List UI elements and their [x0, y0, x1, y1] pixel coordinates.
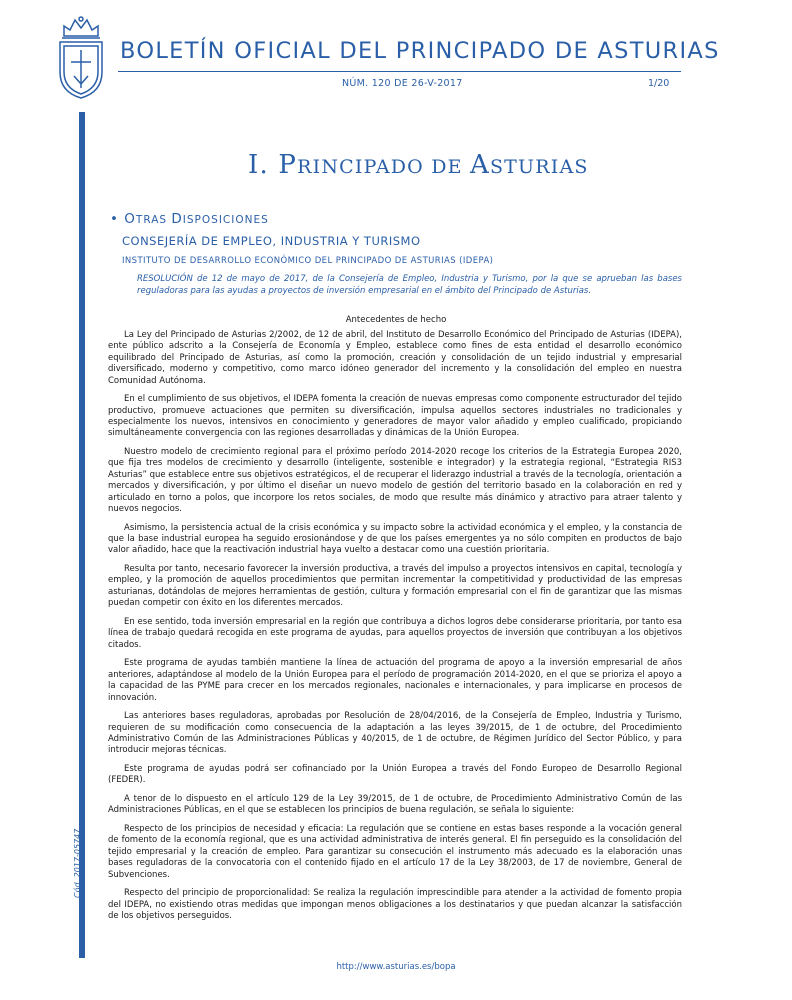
- paragraph: Este programa de ayudas también mantiene la línea de actuación del programa de apoyo a la inversión empresarial de años anteriores, adaptándose al modelo de la Unión Europea para el período de programación 2014-2020, en el que se prioriza el apoyo a la capacidad de las PYME para crecer en los mercados regionales, nacionales e internacionales, y para implicarse en procesos de innovación.: [108, 658, 682, 703]
- paragraph: Respecto de los principios de necesidad y eficacia: La regulación que se contiene en estas bases responde a la vocación general de fomento de la economía regional, que es una actividad administrativa de interés general. El fin perseguido es la consolidación del tejido empresarial y la creación de empleo. Para garantizar su consecución el instrumento más adecuado es la elaboración unas bases reguladoras de la convocatoria con el contenido fijado en el artículo 17 de la Ley 38/2003, de 17 de noviembre, General de Subvenciones.: [108, 823, 682, 880]
- paragraph: La Ley del Principado de Asturias 2/2002, de 12 de abril, del Instituto de Desarrollo Económico del Principado de Asturias (IDEPA), ente público adscrito a la Consejería de Economía y Empleo, establece como fines de esta entidad el desarrollo económico equilibrado del Principado de Asturias, así como la promoción, creación y consolidación de un tejido industrial y empresarial diversificado, moderno y competitivo, como marco idóneo generador del incremento y la consolidación del empleo en nuestra Comunidad Autónoma.: [108, 330, 682, 386]
- section-rest-1: RINCIPADO DE: [297, 156, 470, 178]
- page-number: 1/20: [648, 78, 670, 89]
- paragraph: Respecto del principio de proporcionalidad: Se realiza la regulación imprescindible para atender a la actividad de fomento propia del IDEPA, no existiendo otras medidas que impongan menos obligaciones a los destinatarios y que puedan alcanzar la satisfacción de los objetivos perseguidos.: [108, 888, 682, 921]
- subsection-initial-o: O: [124, 211, 136, 227]
- paragraph: Este programa de ayudas podrá ser cofinanciado por la Unión Europea a través del Fondo Europeo de Desarrollo Regional (FEDER).: [108, 763, 682, 786]
- issue-number: NÚM. 120 DE 26-V-2017: [342, 78, 463, 89]
- paragraph: Nuestro modelo de crecimiento regional para el próximo período 2014-2020 recoge los criterios de la Estrategia Europea 2020, que fija tres modelos de crecimiento y desarrollo (inteligente, sostenible e integrador) y la estrategia regional, “Estrategia RIS3 Asturias” que establece entre sus objetivos estratégicos, el de recuperar el liderazgo industrial a través de la tecnología, orientación a mercados y diversificación, y por último el diseñar un nuevo modelo de gestión del territorio basado en la colaboración en red y articulado en torno a polos, que incorpore los retos sociales, de modo que resulte más dinámico y atractivo para atraer talento y nuevos negocios.: [108, 447, 682, 515]
- subsection-rest-2: ISPOSICIONES: [182, 214, 269, 226]
- resolution-title: RESOLUCIÓN de 12 de mayo de 2017, de la Consejería de Empleo, Industria y Turismo, por la que se aprueban las bases reguladoras para las ayudas a proyectos de inversión empresarial en el ámbito del Principado de Asturias.: [137, 274, 682, 296]
- body-text: [108, 330, 682, 930]
- header-divider: [118, 71, 681, 72]
- section-rest-2: STURIAS: [489, 156, 589, 178]
- subsection-heading: [110, 211, 269, 227]
- subsection-rest-1: TRAS: [135, 214, 172, 226]
- paragraph: A tenor de lo dispuesto en el artículo 129 de la Ley 39/2015, de 1 de octubre, de Procedimiento Administrativo Común de las Administraciones Públicas, en el que se establecen los principios de buena regulación, se señala lo siguiente:: [108, 793, 682, 816]
- paragraph: En ese sentido, toda inversión empresarial en la región que contribuya a dichos logros debe considerarse prioritaria, por tanto esa línea de trabajo quedará recogida en este programa de ayudas, para aquellos proyectos de inversión que contribuyan a los objetivos citados.: [108, 616, 682, 650]
- gazette-title: BOLETÍN OFICIAL DEL PRINCIPADO DE ASTURIAS: [120, 38, 720, 64]
- paragraph: Resulta por tanto, necesario favorecer la inversión productiva, a través del impulso a proyectos intensivos en capital, tecnología y empleo, y la promoción de aquellos procedimientos que permitan incrementar la competitividad y productividad de las empresas asturianas, dotándolas de mejores herramientas de gestión, cultura y formación empresarial con el fin de garantizar que las mismas puedan competir con éxito en los diferentes mercados.: [108, 564, 682, 609]
- department-name: CONSEJERÍA DE EMPLEO, INDUSTRIA Y TURISMO: [122, 234, 421, 248]
- antecedentes-heading: Antecedentes de hecho: [345, 315, 447, 325]
- section-initial-p: P: [278, 150, 298, 180]
- paragraph: Asimismo, la persistencia actual de la crisis económica y su impacto sobre la actividad económica y el empleo, y la constancia de que la base industrial europea ha seguido erosionándose y de que los países emergentes ya no sólo compiten en productos de bajo valor añadido, hace que la reactivación industrial haya vuelto a destacar como una cuestión prioritaria.: [108, 522, 682, 556]
- paragraph: En el cumplimiento de sus objetivos, el IDEPA fomenta la creación de nuevas empresas como componente estructurador del tejido productivo, promueve actuaciones que permiten su diversificación, impulsa aquellos sectores industriales no tradicionales y especialmente los nuevos, intensivos en conocimiento y generadores de mayor valor añadido y empleo cualificado, propiciando simultáneamente convergencia con las regiones desarrolladas y dinámicas de la Unión Europea.: [108, 394, 682, 439]
- subsection-bullet: •: [110, 211, 119, 227]
- footer-link[interactable]: http://www.asturias.es/bopa: [336, 962, 456, 972]
- section-numeral: I.: [248, 150, 269, 180]
- paragraph: Las anteriores bases reguladoras, aprobadas por Resolución de 28/04/2016, de la Consejería de Empleo, Industria y Turismo, requieren de su modificación como consecuencia de la adaptación a las leyes 39/2015, de 1 de octubre, del Procedimiento Administrativo Común de las Administraciones Públicas y 40/2015, de 1 de octubre, de Régimen Jurídico del Sector Público, y para introducir mejoras técnicas.: [108, 711, 682, 756]
- subsection-initial-d: D: [171, 211, 183, 227]
- institute-name: INSTITUTO DE DESARROLLO ECONÓMICO DEL PRINCIPADO DE ASTURIAS (IDEPA): [122, 256, 494, 266]
- document-code: Cód. 2017-05747: [73, 828, 82, 898]
- asturias-crest-icon: [50, 14, 112, 100]
- section-initial-a: A: [469, 150, 490, 180]
- section-heading: [248, 150, 589, 180]
